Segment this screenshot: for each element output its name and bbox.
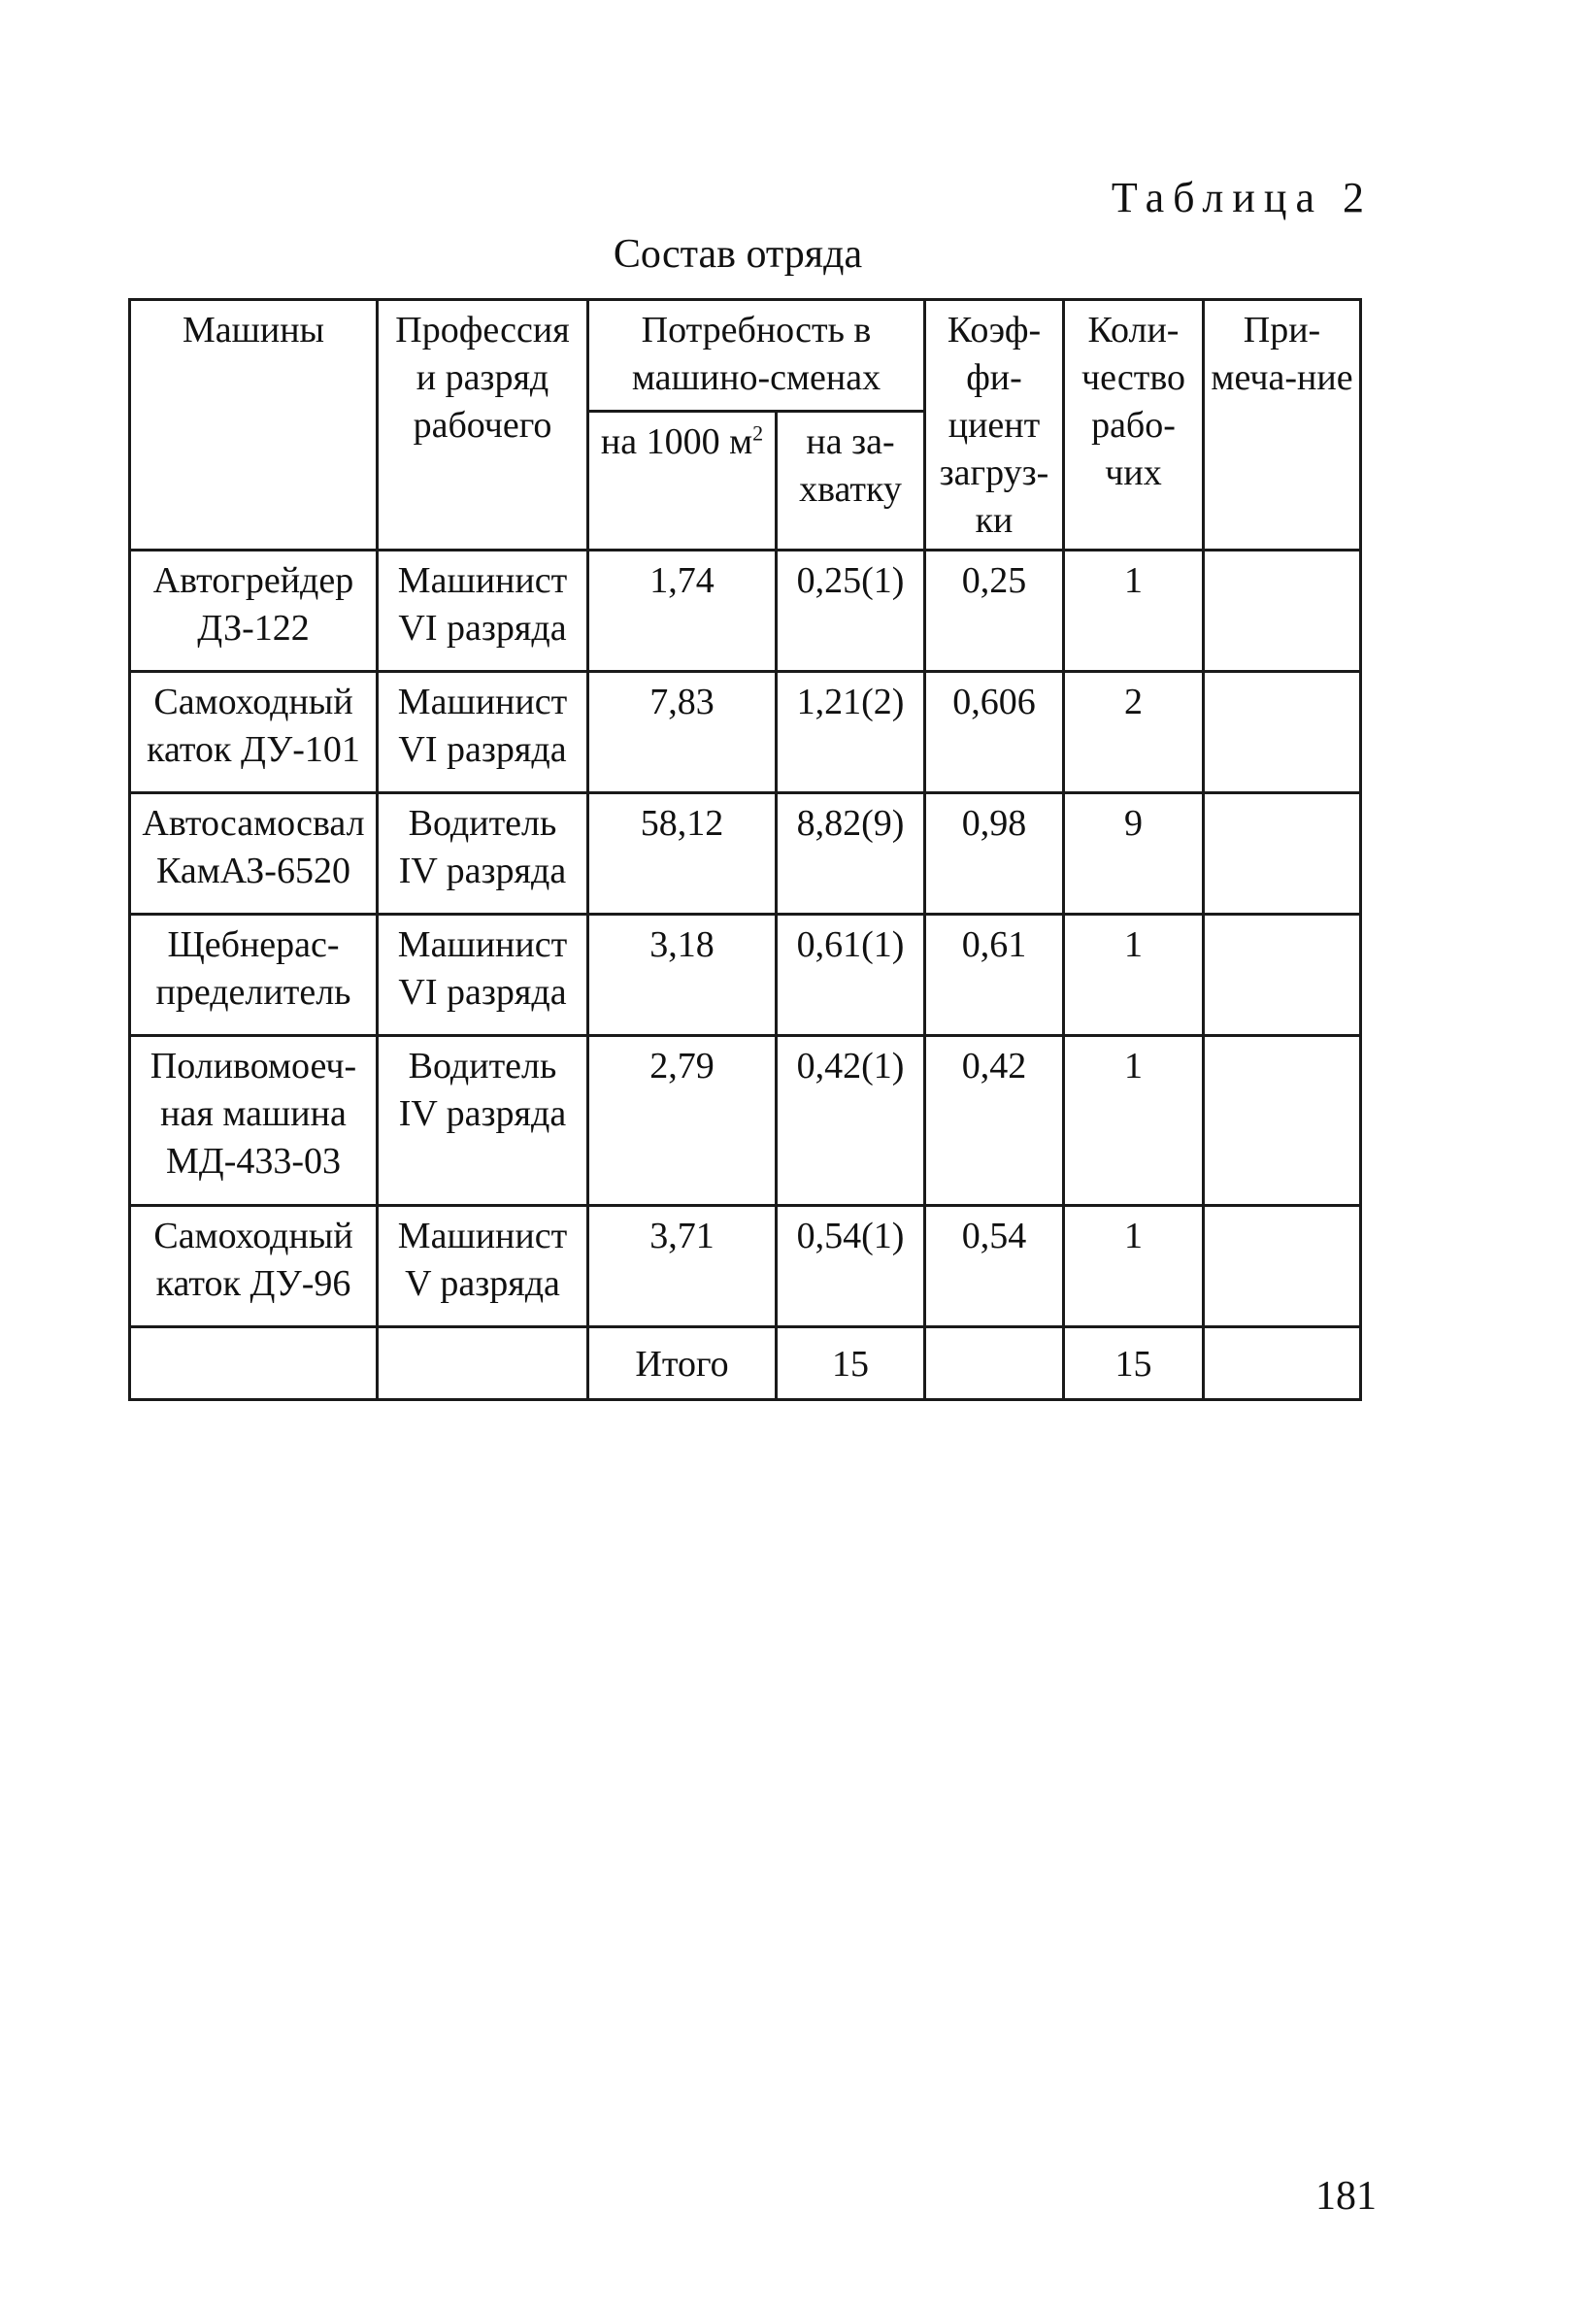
table-row xyxy=(130,551,1361,672)
cell-workers: 9 xyxy=(1064,793,1204,915)
header-per-1000 xyxy=(588,411,777,550)
cell-workers: 1 xyxy=(1064,1206,1204,1327)
cell-per-1000: 3,18 xyxy=(588,915,777,1036)
cell-load: 0,98 xyxy=(925,793,1064,915)
cell-machine: Поливомоеч-ная машина МД-433-03 xyxy=(130,1036,378,1206)
total-empty-cell xyxy=(378,1327,588,1400)
header-note: При-меча-ние xyxy=(1204,300,1361,551)
crew-composition-table xyxy=(128,298,1362,1401)
table-row xyxy=(130,1206,1361,1327)
cell-per-grip: 0,42(1) xyxy=(777,1036,925,1206)
cell-profession: Машинист V разряда xyxy=(378,1206,588,1327)
table-row xyxy=(130,793,1361,915)
total-row xyxy=(130,1327,1361,1400)
cell-per-grip: 0,54(1) xyxy=(777,1206,925,1327)
cell-profession: Машинист VI разряда xyxy=(378,672,588,793)
cell-per-grip: 8,82(9) xyxy=(777,793,925,915)
cell-machine: Самоходный каток ДУ-96 xyxy=(130,1206,378,1327)
table-row xyxy=(130,915,1361,1036)
cell-load: 0,606 xyxy=(925,672,1064,793)
total-empty-cell xyxy=(925,1327,1064,1400)
cell-note xyxy=(1204,1206,1361,1327)
cell-workers: 2 xyxy=(1064,672,1204,793)
cell-note xyxy=(1204,915,1361,1036)
cell-per-grip: 1,21(2) xyxy=(777,672,925,793)
cell-note xyxy=(1204,793,1361,915)
header-profession: Профессия и разряд рабочего xyxy=(378,300,588,551)
header-per-1000-text: на 1000 м xyxy=(600,420,753,462)
total-empty-cell xyxy=(1204,1327,1361,1400)
cell-load: 0,42 xyxy=(925,1036,1064,1206)
cell-load: 0,25 xyxy=(925,551,1064,672)
cell-load: 0,54 xyxy=(925,1206,1064,1327)
cell-profession: Водитель IV разряда xyxy=(378,1036,588,1206)
header-load-factor: Коэф-фи-циент загруз-ки xyxy=(925,300,1064,551)
cell-per-grip: 0,61(1) xyxy=(777,915,925,1036)
cell-per-1000: 1,74 xyxy=(588,551,777,672)
cell-note xyxy=(1204,1036,1361,1206)
cell-per-grip: 0,25(1) xyxy=(777,551,925,672)
cell-machine: Автосамосвал КамАЗ-6520 xyxy=(130,793,378,915)
cell-workers: 1 xyxy=(1064,551,1204,672)
cell-workers: 1 xyxy=(1064,915,1204,1036)
cell-profession: Водитель IV разряда xyxy=(378,793,588,915)
cell-machine: Автогрейдер ДЗ-122 xyxy=(130,551,378,672)
total-workers: 15 xyxy=(1064,1327,1204,1400)
cell-per-1000: 3,71 xyxy=(588,1206,777,1327)
total-empty-cell xyxy=(130,1327,378,1400)
header-per-grip: на за-хватку xyxy=(777,411,925,550)
header-workers-count: Коли-чество рабо-чих xyxy=(1064,300,1204,551)
cell-load: 0,61 xyxy=(925,915,1064,1036)
header-machines: Машины xyxy=(130,300,378,551)
table-row xyxy=(130,672,1361,793)
table-body xyxy=(130,551,1361,1400)
table-label: Таблица 2 xyxy=(1111,174,1373,221)
cell-note xyxy=(1204,551,1361,672)
cell-profession: Машинист VI разряда xyxy=(378,551,588,672)
cell-note xyxy=(1204,672,1361,793)
cell-per-1000: 7,83 xyxy=(588,672,777,793)
cell-per-1000: 58,12 xyxy=(588,793,777,915)
cell-machine: Самоходный каток ДУ-101 xyxy=(130,672,378,793)
table-header xyxy=(130,300,1361,551)
cell-profession: Машинист VI разряда xyxy=(378,915,588,1036)
cell-per-1000: 2,79 xyxy=(588,1036,777,1206)
header-demand: Потребность в машино-сменах xyxy=(588,300,925,412)
header-row xyxy=(130,300,1361,412)
page-number: 181 xyxy=(1315,2174,1377,2219)
table-row xyxy=(130,1036,1361,1206)
table-title: Состав отряда xyxy=(613,232,863,277)
cell-machine: Щебнерас-пределитель xyxy=(130,915,378,1036)
total-per-grip: 15 xyxy=(777,1327,925,1400)
cell-workers: 1 xyxy=(1064,1036,1204,1206)
total-label: Итого xyxy=(588,1327,777,1400)
header-per-1000-sup: 2 xyxy=(752,420,764,446)
